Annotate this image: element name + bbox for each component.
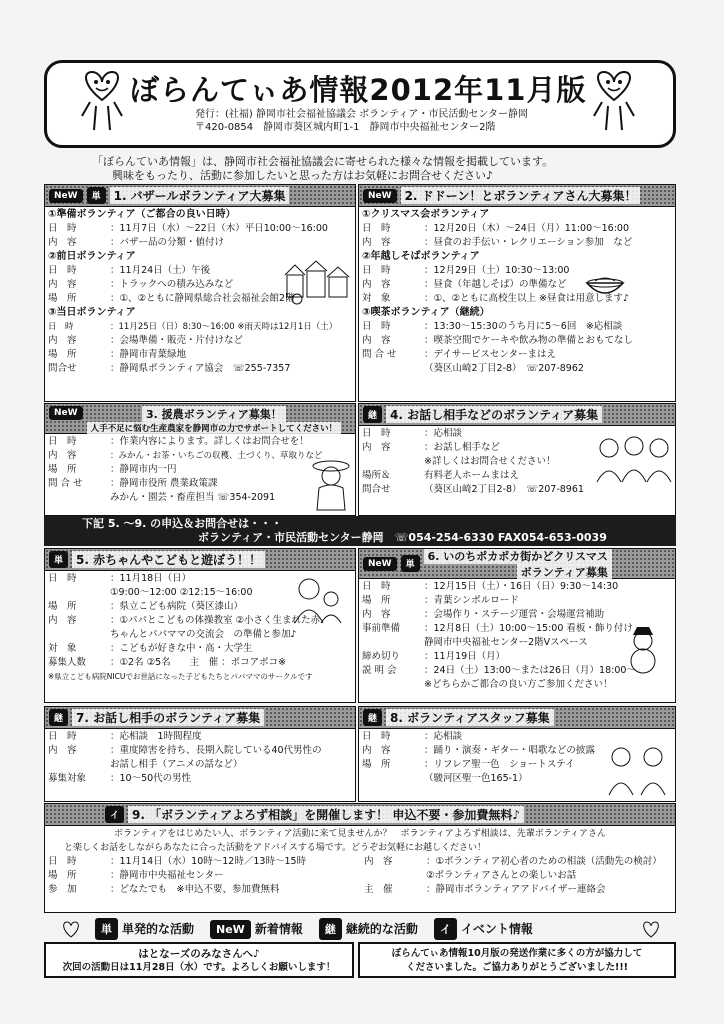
value: ：13:30～15:30のうち月に5～6回 ※応相談 [424, 321, 623, 332]
sub-heading: ①クリスマス会ボランティア [362, 209, 490, 220]
value: ：①ボランティア初心者のための相談（活動先の検討） [426, 856, 662, 867]
section-header [45, 404, 355, 434]
section-header [45, 549, 355, 571]
value: （葵区山崎2丁目2-8） ☏207-8961 [424, 484, 584, 495]
new-badge: NeW [363, 557, 397, 571]
section-6 [358, 548, 676, 703]
footer-line: はとなーズのみなさんへ♪ [138, 948, 260, 960]
contact-phone: ボランティア・市民活動センター静岡 ☏054-254-6330 FAX054-653-0039 [198, 531, 607, 544]
tan-badge: 単 [95, 918, 118, 940]
section-title: 9. 「ボランティアよろず相談」を開催します！ 申込不要・参加費無料♪ [128, 806, 524, 823]
value: ：作業内容によります。詳しくはお問合せを！ [110, 436, 309, 447]
label: 日 時 [362, 428, 391, 439]
contact-heading: 下記 5. ～9. の申込＆お問合せは・・・ [82, 517, 283, 530]
section-header [359, 707, 675, 729]
value: （駿河区聖一色165-1） [424, 773, 528, 784]
value: ：静岡市役所 農業政策課 [110, 478, 218, 489]
footer-line: ぼらんてぃあ情報10月版の発送作業に多くの方が協力して [391, 948, 643, 959]
section-title: 5. 赤ちゃんやこどもと遊ぼう！！ [72, 551, 265, 568]
label: 日 時 [362, 731, 391, 742]
label: 内 容 [362, 745, 391, 756]
note: ※どちらかご都合の良い方ご参加ください！ [424, 679, 613, 690]
value: ：静岡市中央福祉センター [110, 870, 224, 881]
value: ：11月24日（土）午後 [110, 265, 211, 276]
new-badge: NeW [363, 189, 397, 203]
section-title: 3. 援農ボランティア募集！ [142, 406, 286, 422]
value: ：11月19日（月） [424, 651, 506, 662]
value: ：静岡市ボランティアアドバイザー連絡会 [426, 884, 606, 895]
value: 有料老人ホームまはえ [424, 470, 520, 481]
tan-badge: 単 [87, 187, 106, 204]
intro-line: 「ぼらんていあ情報」は、静岡市社会福祉協議会に寄せられた様々な情報を掲載しています。 [92, 155, 554, 168]
value: ：静岡市内一円 [110, 464, 177, 475]
elderly-group-icon [605, 743, 673, 797]
label: 日 時 [48, 731, 77, 742]
section-header [359, 185, 675, 207]
sub-heading: ①準備ボランティア（ご都合の良い日時） [48, 209, 236, 220]
label: 日 時 [48, 265, 77, 276]
heart-small-left-icon [60, 918, 82, 940]
i-badge: イ [105, 806, 124, 823]
label: 内 容 [362, 237, 391, 248]
parent-child-icon [289, 575, 349, 625]
sub-heading: ②前日ボランティア [48, 251, 136, 262]
value: ：応相談 [424, 428, 463, 439]
value: ：11月25日（日）8:30～16:00 ※雨天時は12月1日（土） [110, 322, 338, 332]
label: 内 容 [48, 615, 77, 626]
note: ※県立こども病院NICUでお世話になった子どもたちとパパママのサークルです [48, 672, 313, 681]
elderly-people-icon [595, 434, 673, 484]
footer-left [44, 942, 354, 978]
label: 内 容 [362, 442, 391, 453]
label: 内 容 [48, 237, 77, 248]
value: ：青葉シンボルロード [424, 595, 519, 606]
footer-line: くださいました。ご協力ありがとうございました!!! [406, 962, 628, 973]
kei-badge: 継 [363, 709, 382, 726]
section-4 [358, 403, 676, 516]
heart-logo-right-icon [588, 66, 640, 142]
description: と楽しくお話をしながらあなたに合った活動をアドバイスする場です。どうぞお気軽にお越しください！ [64, 843, 487, 853]
label: 募集対象 [48, 773, 87, 784]
label: 場 所 [362, 595, 391, 606]
label: 日 時 [48, 856, 77, 867]
tan-badge: 単 [401, 555, 420, 572]
soba-bowl-icon [585, 273, 625, 303]
new-badge: NeW [49, 406, 83, 420]
value: ：①、②ともに静岡県総合社会福祉会館2階 [110, 293, 295, 304]
new-badge: NeW [49, 189, 83, 203]
section-header [45, 804, 675, 826]
label: 事前準備 [362, 623, 401, 634]
legend-label: 新着情報 [254, 921, 303, 936]
kei-badge: 継 [49, 709, 68, 726]
section-3 [44, 403, 356, 516]
intro-line: 興味をもったり、活動に参加したいと思った方はお気軽にお問合せください♪ [112, 169, 494, 182]
value: ：昼食（年越しそば）の準備など [424, 279, 567, 290]
label: 募集人数 [48, 657, 87, 668]
legend-label: イベント情報 [460, 922, 533, 936]
value: ：応相談 1時間程度 [110, 731, 202, 742]
value: ：会場作り・ステージ運営・会場運営補助 [424, 609, 605, 620]
value: ：バザー品の分類・値付け [110, 237, 225, 248]
value: ：11月18日（日） [110, 573, 192, 584]
label: 日 時 [48, 573, 77, 584]
legend [95, 918, 533, 940]
value: ：12月29日（土）10:30～13:00 [424, 265, 570, 276]
label: 場 所 [48, 464, 77, 475]
value: ：喫茶空間でケーキや飲み物の準備とおもてなし [424, 335, 634, 346]
value: ：11月14日（水）10時～12時／13時～15時 [110, 856, 307, 867]
value: ：重度障害を持ち、長期入院している40代男性の [110, 745, 322, 756]
value: 静岡市中央福祉センター2階Vスペース [424, 637, 588, 648]
section-7 [44, 706, 356, 802]
value: ①9:00～12:00 ②12:15～16:00 [110, 587, 253, 598]
value: ：デイサービスセンターまはえ [424, 349, 556, 360]
legend-label: 継続的な活動 [345, 922, 418, 936]
label: 内 容 [48, 745, 77, 756]
heart-small-right-icon [640, 918, 662, 940]
town-illustration-icon [283, 253, 353, 305]
publisher-line: 発行：(社福) 静岡市社会福祉協議会 ボランティア・市民活動センター静岡 [195, 109, 528, 120]
label: 日 時 [362, 223, 391, 234]
intro [92, 155, 652, 183]
section-8 [358, 706, 676, 802]
label: 問合せ [362, 484, 391, 495]
section-title: 6. いのちポカポカ街かどクリスマス [424, 548, 612, 564]
label: 場所＆ [362, 470, 391, 481]
value: ：お話し相手など [424, 442, 501, 453]
description: ボランティアをはじめたい人、ボランティア活動に来て見ませんか？ ボランティアよろず相談は、先輩ボランティアさん [113, 829, 607, 839]
farmer-illustration-icon [309, 456, 353, 512]
label: 内 容 [48, 450, 77, 461]
label: 内 容 [362, 279, 391, 290]
value: ：会場準備・販売・片付けなど [110, 335, 244, 346]
publisher-info [195, 108, 528, 134]
value: ：トラックへの積み込みなど [110, 279, 234, 290]
label: 問 合 せ [48, 478, 83, 489]
footer-right [358, 942, 676, 978]
value: ：24日（土）13:00～または26日（月）18:00～ [424, 665, 636, 676]
value: ※詳しくはお問合せください！ [424, 456, 556, 467]
label: 説 明 会 [362, 665, 397, 676]
section-header [45, 185, 355, 207]
label: 場 所 [48, 870, 77, 881]
value: ：どなたでも ※申込不要、参加費無料 [110, 884, 280, 895]
label: 問 合 せ [362, 349, 397, 360]
value: ：12月15日（土）・16日（日）9:30～14:30 [424, 581, 619, 592]
value: ：踊り・演奏・ギター・唱歌などの披露 [424, 745, 595, 756]
heart-logo-left-icon [76, 66, 128, 142]
section-1 [44, 184, 356, 402]
value: ：昼食のお手伝い・レクリエーション参加 など [424, 237, 633, 248]
address-line: 〒420-0854 静岡市葵区城内町1-1 静岡市中央福祉センター2階 [195, 122, 496, 133]
value: ：12月20日（木）～24日（月）11:00～16:00 [424, 223, 630, 234]
legend-item [210, 920, 303, 939]
footer-line: 次回の活動日は11月28日（水）です。よろしくお願いします！ [62, 962, 336, 973]
value: ちゃんとパパママの交流会 の準備と参加♪ [110, 629, 297, 640]
section-5 [44, 548, 356, 703]
value: ：応相談 [424, 731, 463, 742]
value: ：①、②ともに高校生以上 ※昼食は用意します♪ [424, 293, 630, 304]
kei-badge: 継 [363, 406, 382, 423]
section-header [359, 549, 675, 579]
value: お話し相手（アニメの話など） [110, 759, 243, 770]
section-header [45, 707, 355, 729]
tan-badge: 単 [49, 551, 68, 568]
label: 問合せ [48, 363, 77, 374]
label: 対 象 [48, 643, 77, 654]
legend-item [434, 918, 533, 940]
value: ：12月8日（土）10:00～15:00 看板・飾り付け [424, 623, 633, 634]
section-subtitle: 人手不足に悩む生産農家を静岡市の力でサポートしてください！ [87, 422, 342, 434]
new-badge: NeW [210, 920, 251, 939]
sub-heading: ③当日ボランティア [48, 307, 136, 318]
label: 日 時 [48, 223, 77, 234]
legend-label: 単発的な活動 [122, 922, 195, 936]
value: みかん・園芸・畜産担当 ☏354-2091 [110, 492, 276, 503]
sub-heading: ③喫茶ボランティア（継続） [362, 307, 490, 318]
label: 内 容 [48, 279, 77, 290]
page-title: ぼらんてぃあ情報2012年11月版 [130, 73, 587, 107]
label: 日 時 [362, 265, 391, 276]
label: 内 容 [48, 335, 77, 346]
snowman-icon [623, 627, 663, 675]
label: 内 容 [364, 856, 393, 867]
label: 場 所 [48, 293, 77, 304]
label: 対 象 [362, 293, 391, 304]
label: 場 所 [48, 349, 77, 360]
section-title: 4. お話し相手などのボランティア募集 [386, 406, 602, 423]
i-badge: イ [434, 918, 457, 940]
label: 締め切り [362, 651, 401, 662]
value: ：①2名 ②5名 主 催 ：ポコアポコ※ [110, 657, 287, 668]
label: 日 時 [48, 436, 77, 447]
section-2 [358, 184, 676, 402]
value: ：静岡市青葉緑地 [110, 349, 187, 360]
label: 場 所 [362, 759, 391, 770]
label: 日 時 [48, 322, 74, 332]
value: ：①パパとこどもの体操教室 ②小さく生まれた赤 [110, 615, 321, 626]
label: 場 所 [48, 601, 77, 612]
section-9 [44, 803, 676, 913]
value: （葵区山崎2丁目2-8） ☏207-8962 [424, 363, 584, 374]
value: ：静岡県ボランティア協会 ☏255-7357 [110, 363, 291, 374]
value: ：みかん・お茶・いちごの収穫、土づくり、草取りなど [110, 451, 323, 461]
sub-heading: ②年越しそばボランティア [362, 251, 480, 262]
section-title: 7. お話し相手のボランティア募集 [72, 709, 264, 726]
label: 参 加 [48, 884, 77, 895]
value: ：県立こども病院（葵区漆山） [110, 601, 244, 612]
label: 日 時 [362, 581, 391, 592]
label: 内 容 [362, 335, 391, 346]
label: 主 催 [364, 884, 393, 895]
contact-bar [44, 516, 676, 546]
value: ：リフレア聖一色 ショートステイ [424, 759, 575, 770]
section-title: 8. ボランティアスタッフ募集 [386, 709, 554, 726]
legend-item [95, 918, 194, 940]
section-title: 1. バザールボランティア大募集 [110, 187, 290, 204]
label: 日 時 [362, 321, 391, 332]
label: 内 容 [362, 609, 391, 620]
kei-badge: 継 [319, 918, 342, 940]
legend-item [319, 918, 418, 940]
value: ：11月7日（水）～22日（木）平日10:00～16:00 [110, 223, 328, 234]
value: ：こどもが好きな中・高・大学生 [110, 643, 253, 654]
section-title: ボランティア募集 [517, 564, 612, 580]
section-title: 2. ドドーン！とボランティアさん大募集！ [401, 187, 641, 204]
value: ②ボランティアさんとの楽しいお話 [426, 870, 577, 881]
value: ：10～50代の男性 [110, 773, 192, 784]
section-header [359, 404, 675, 426]
